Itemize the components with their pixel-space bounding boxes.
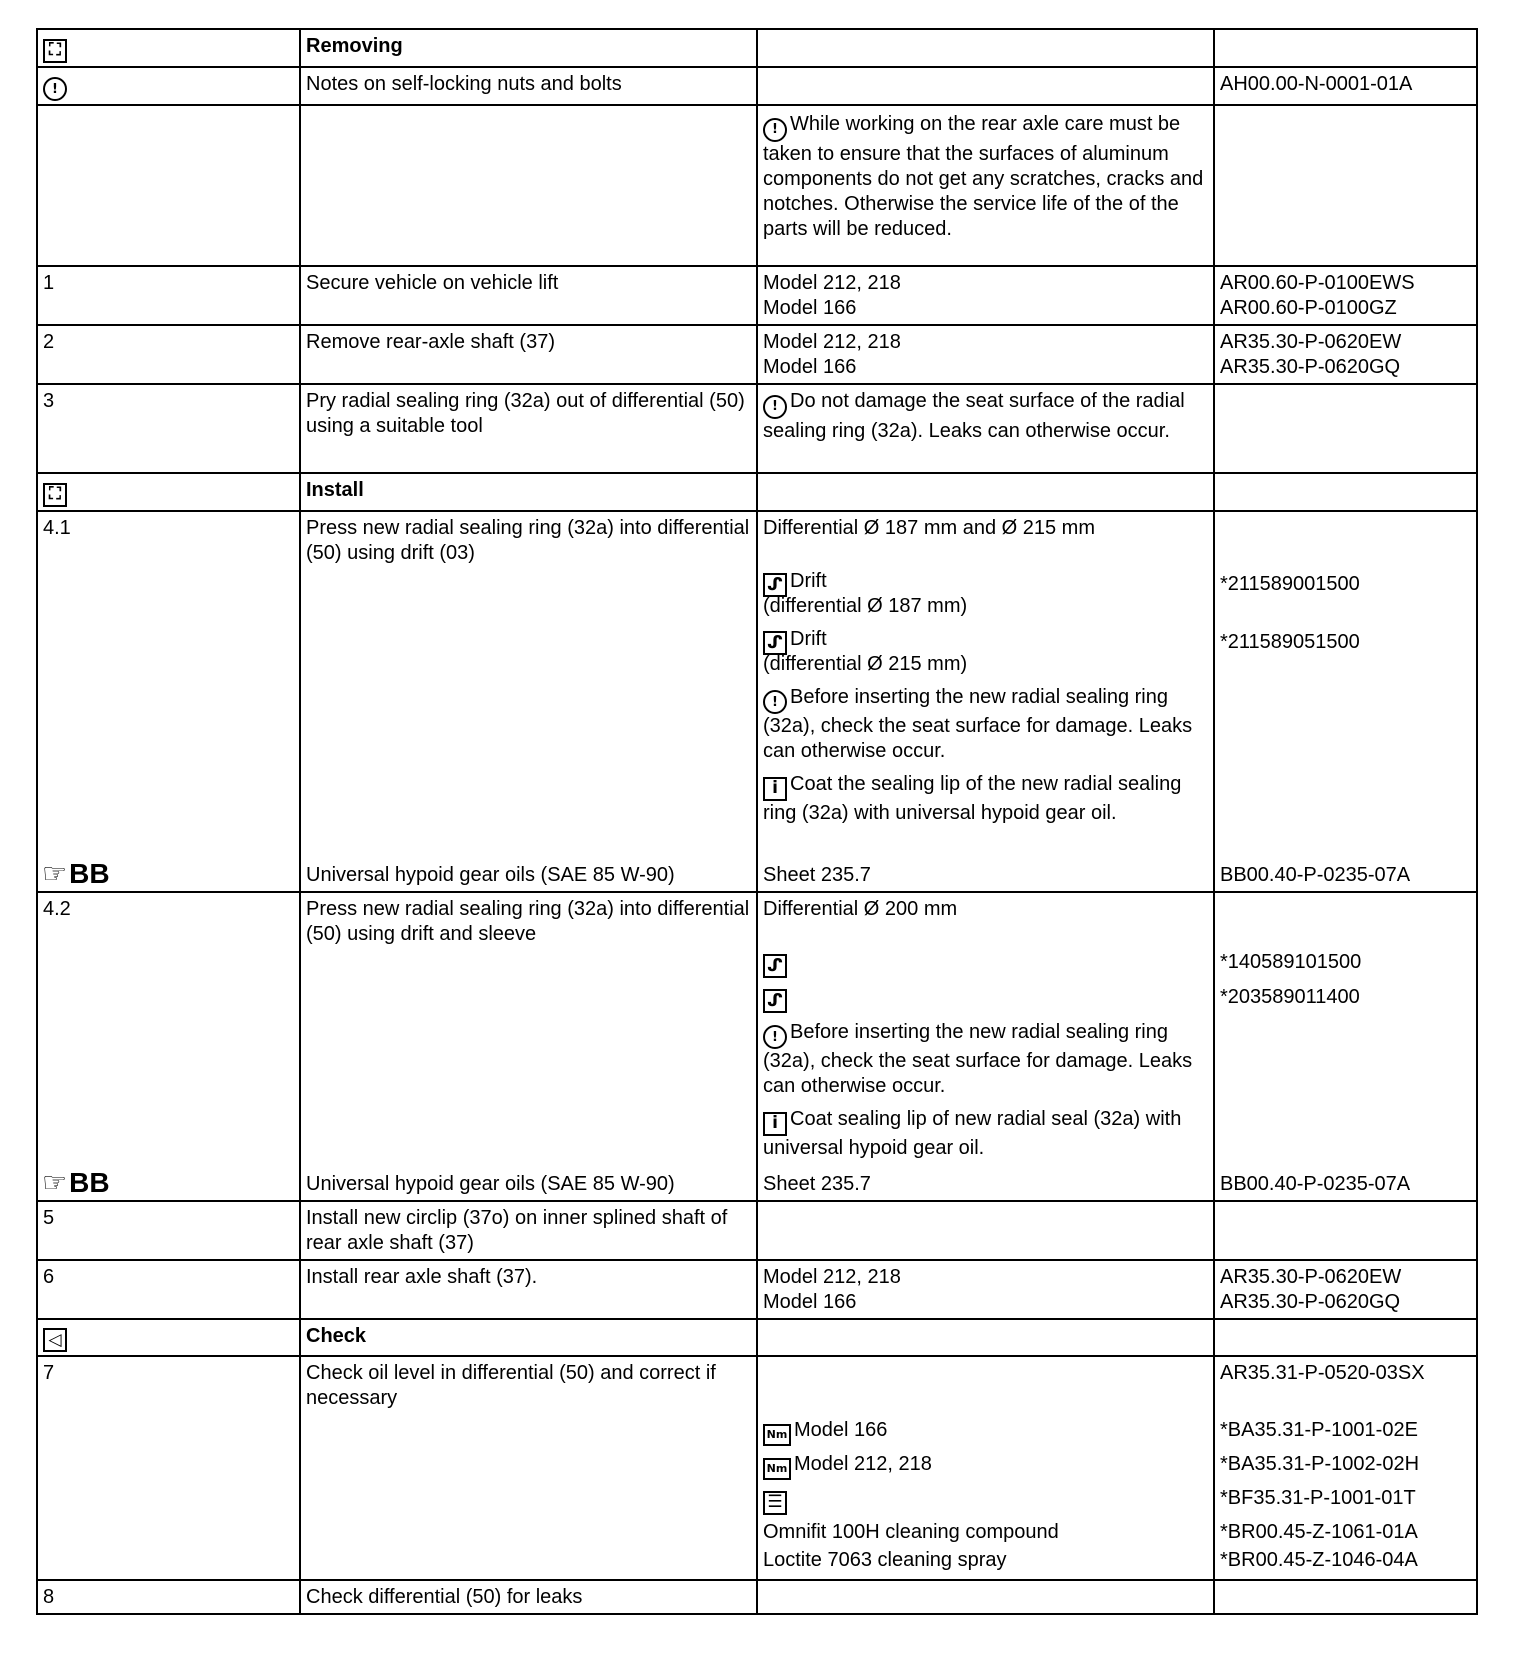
- warning-text: While working on the rear axle care must be taken to ensure that the surfaces of aluminum components do not get any scratches, cracks and notches. Otherwise the service life of the of the parts will be reduced.: [763, 113, 1204, 240]
- tool-part-number: *140589101500: [1220, 950, 1362, 973]
- section-row-install: [37, 473, 1477, 511]
- differential-spec: Differential Ø 187 mm and Ø 215 mm: [763, 516, 1095, 539]
- bb-reference: [42, 1165, 110, 1199]
- special-tool-icon: ᔑ: [763, 573, 787, 597]
- torque-ref: *BA35.31-P-1002-02H: [1220, 1453, 1420, 1475]
- step-text: Secure vehicle on vehicle lift: [300, 266, 757, 325]
- tool-part-number: *203589011400: [1220, 985, 1360, 1008]
- info-text: Coat sealing lip of new radial seal (32a) with universal hypoid gear oil.: [763, 1108, 1182, 1159]
- bb-label: BB: [69, 1166, 110, 1198]
- step-text: Install new circlip (37o) on inner splined shaft of rear axle shaft (37): [300, 1201, 757, 1260]
- tool-name: Drift: [790, 627, 827, 650]
- cleaning-material: Omnifit 100H cleaning compound: [763, 1521, 1059, 1543]
- sheet-ref: Sheet 235.7: [763, 1172, 871, 1195]
- table-row-step-1: [37, 266, 1477, 325]
- torque-model: Model 166: [794, 1419, 888, 1441]
- procedure-table: [36, 28, 1478, 1615]
- removal-symbol-icon: ⛶: [43, 39, 67, 63]
- tool-name: Drift: [790, 569, 827, 592]
- table-row-step-3: [37, 384, 1477, 473]
- note-text: Before inserting the new radial sealing ring (32a), check the seat surface for damage. Leaks can otherwise occur.: [763, 1020, 1193, 1097]
- bb-reference: [42, 856, 110, 890]
- installation-symbol-icon: ⛶: [43, 483, 67, 507]
- reference-code: AR00.60-P-0100GZ: [1220, 297, 1397, 319]
- reference-code: AR35.31-P-0520-03SX: [1220, 1362, 1425, 1384]
- model-line: Model 212, 218: [763, 331, 901, 353]
- section-title-check: Check: [306, 1324, 367, 1347]
- step-text: Pry radial sealing ring (32a) out of differential (50) using a suitable tool: [300, 384, 757, 473]
- notes-ref: AH00.00-N-0001-01A: [1214, 67, 1477, 106]
- info-text: Coat the sealing lip of the new radial sealing ring (32a) with universal hypoid gear oil.: [763, 773, 1182, 824]
- pointing-hand-icon: ☞: [42, 856, 68, 890]
- table-row-step-7: [37, 1356, 1477, 1580]
- section-row-removing: [37, 29, 1477, 67]
- note-text: Before inserting the new radial sealing ring (32a), check the seat surface for damage. Leaks can otherwise occur.: [763, 685, 1193, 762]
- torque-nm-icon: Nm: [763, 1458, 791, 1480]
- table-row-step-5: [37, 1201, 1477, 1260]
- tool-spec: (differential Ø 215 mm): [763, 652, 968, 675]
- exclamation-note-icon: !: [763, 1025, 787, 1049]
- pointing-hand-icon: ☞: [42, 1165, 68, 1199]
- table-row-warning: [37, 105, 1477, 266]
- table-row-step-8: [37, 1580, 1477, 1614]
- model-line: Model 166: [763, 297, 857, 319]
- material-ref: *BR00.45-Z-1061-01A: [1220, 1521, 1418, 1543]
- step-number: 5: [37, 1201, 300, 1260]
- special-tool-icon: ᔑ: [763, 631, 787, 655]
- section-title-install: Install: [306, 479, 364, 501]
- torque-model: Model 212, 218: [794, 1453, 932, 1475]
- tool-part-number: *211589001500: [1220, 572, 1360, 595]
- step-text: Remove rear-axle shaft (37): [300, 325, 757, 384]
- material-container-icon: ☰: [763, 1491, 787, 1515]
- table-row-step-4-1: [37, 511, 1477, 892]
- step-number: 4.1: [43, 516, 71, 539]
- exclamation-note-icon: !: [763, 118, 787, 142]
- exclamation-note-icon: !: [763, 690, 787, 714]
- table-row-step-2: [37, 325, 1477, 384]
- exclamation-note-icon: !: [43, 77, 67, 101]
- reference-code: AR35.30-P-0620GQ: [1220, 356, 1401, 378]
- reference-code: AR35.30-P-0620GQ: [1220, 1290, 1401, 1313]
- reference-code: BB00.40-P-0235-07A: [1220, 1172, 1411, 1195]
- step-text: Check oil level in differential (50) and correct if necessary: [300, 1356, 757, 1580]
- material-ref: *BF35.31-P-1001-01T: [1220, 1487, 1416, 1509]
- torque-nm-icon: Nm: [763, 1424, 791, 1446]
- tool-spec: (differential Ø 187 mm): [763, 594, 968, 617]
- exclamation-note-icon: !: [763, 395, 787, 419]
- step-number: 7: [37, 1356, 300, 1580]
- special-tool-icon: ᔑ: [763, 989, 787, 1013]
- material-ref: *BR00.45-Z-1046-04A: [1220, 1549, 1418, 1571]
- note-text: Do not damage the seat surface of the radial sealing ring (32a). Leaks can otherwise occur.: [763, 390, 1185, 442]
- step-text: Install rear axle shaft (37).: [300, 1260, 757, 1319]
- step-number: 8: [37, 1580, 300, 1614]
- model-line: Model 212, 218: [763, 272, 901, 294]
- differential-spec: Differential Ø 200 mm: [763, 897, 958, 920]
- special-tool-icon: ᔑ: [763, 954, 787, 978]
- table-row-step-6: [37, 1260, 1477, 1319]
- step-number: 2: [37, 325, 300, 384]
- step-number: 3: [37, 384, 300, 473]
- table-row-step-4-2: [37, 892, 1477, 1201]
- torque-ref: *BA35.31-P-1001-02E: [1220, 1419, 1418, 1441]
- section-title-removing: Removing: [306, 35, 403, 57]
- bb-label: BB: [69, 857, 110, 889]
- tool-part-number: *211589051500: [1220, 630, 1360, 653]
- sheet-ref: Sheet 235.7: [763, 863, 871, 886]
- model-line: Model 166: [763, 1290, 857, 1313]
- model-line: Model 212, 218: [763, 1265, 901, 1288]
- reference-code: AR00.60-P-0100EWS: [1220, 272, 1415, 294]
- section-row-check: [37, 1319, 1477, 1357]
- table-row-notes: [37, 67, 1477, 106]
- oil-spec: Universal hypoid gear oils (SAE 85 W-90): [306, 1172, 675, 1195]
- info-icon: i: [763, 777, 787, 801]
- model-line: Model 166: [763, 356, 857, 378]
- step-text: Press new radial sealing ring (32a) into differential (50) using drift (03): [306, 516, 750, 564]
- notes-text: Notes on self-locking nuts and bolts: [300, 67, 757, 106]
- check-symbol-icon: ◁: [43, 1328, 67, 1352]
- reference-code: AR35.30-P-0620EW: [1220, 331, 1402, 353]
- step-text: Check differential (50) for leaks: [300, 1580, 757, 1614]
- step-number: 4.2: [43, 897, 71, 920]
- step-number: 1: [37, 266, 300, 325]
- info-icon: i: [763, 1112, 787, 1136]
- cleaning-material: Loctite 7063 cleaning spray: [763, 1549, 1007, 1571]
- step-text: Press new radial sealing ring (32a) into differential (50) using drift and sleeve: [306, 897, 750, 945]
- step-number: 6: [37, 1260, 300, 1319]
- reference-code: AR35.30-P-0620EW: [1220, 1265, 1402, 1288]
- oil-spec: Universal hypoid gear oils (SAE 85 W-90): [306, 863, 675, 886]
- reference-code: BB00.40-P-0235-07A: [1220, 863, 1411, 886]
